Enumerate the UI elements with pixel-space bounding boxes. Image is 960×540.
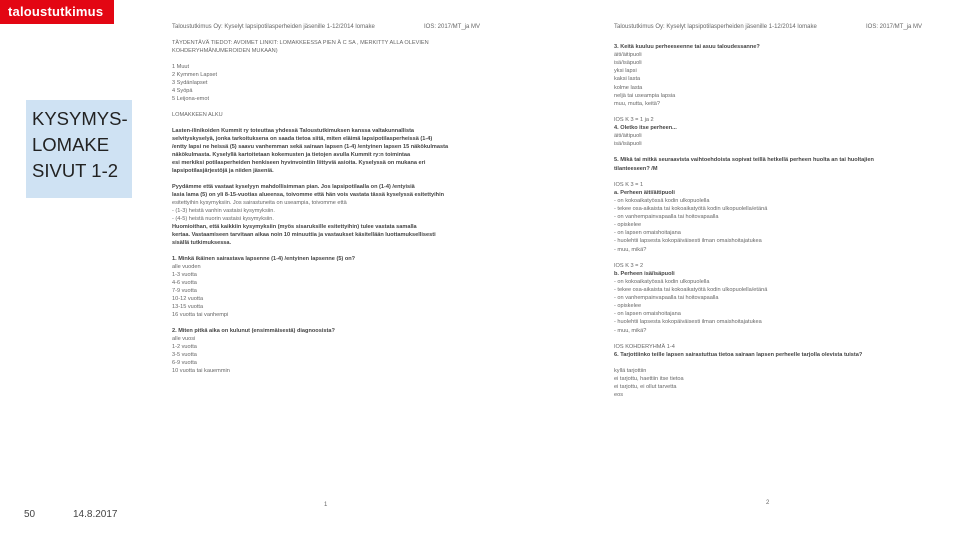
document-line: Pyydämme että vastaat kyselyyn mahdollisimman pian. Jos lapsipotilaalla on (1-4) /entyisiä (172, 184, 415, 190)
document-line: näkökulmasta. Kyselyllä kartoitetaan kokemusten ja tietojen avulla Kummit ry:n toimintaa (172, 152, 411, 158)
document-line: - on lapsen omaishoitajana (614, 230, 681, 237)
document-line: 1. Minkä ikäinen sairastava lapsenne (1-4) /entyinen lapsenne (5) on? (172, 256, 356, 262)
document-line: a. Perheen äiti/äitipuoli (614, 189, 675, 196)
document-line: neljä tai useampia lapsia (614, 92, 676, 99)
document-line: ei tarjottu, haettiin itse tietoa (614, 376, 684, 383)
document-line: - muu, mikä? (614, 246, 647, 253)
document-line: - on lapsen omaishoitajana (614, 311, 681, 318)
page-header-left: Taloustutkimus Oy: Kyselyt lapsipotilasperheiden jäsenille 1-12/2014 lomake (172, 24, 375, 30)
document-line: alle vuosi (172, 336, 196, 342)
document-line: sisällä tutkimuksessa. (172, 240, 232, 246)
document-line: 5. Mikä tai mitkä seuraavista vaihtoehdoista sopivat teillä hetkellä perheen huolta an tai huoltajien (614, 157, 874, 164)
slide-title-line: LOMAKE (32, 134, 110, 155)
document-line: KOHDERYHMÄNUMEROIDEN MUKAAN) (172, 48, 278, 54)
document-line: IOS K 3 = 2 (614, 262, 644, 269)
document-line: yksi lapsi (614, 68, 637, 75)
document-line: kolme lasta (614, 84, 643, 91)
document-line: 3 Sydänlapset (172, 80, 208, 86)
document-line: kaksi lasta (614, 76, 641, 83)
page-header-left: Taloustutkimus Oy: Kyselyt lapsipotilasperheiden jäsenille 1-12/2014 lomake (614, 24, 817, 30)
document-line: 4 Syöpä (172, 88, 193, 94)
document-line: lasia lama (5) on yli 8-15-vuotias alueensa, toivomme että hän vois vastata tässä kyselyssä esitettyihin (172, 192, 445, 198)
document-line: - (1-3) heistä vanhin vastaisi kysymyksiin. (172, 208, 275, 214)
document-line: - opiskelee (614, 222, 642, 229)
slide-date: 14.8.2017 (73, 509, 118, 520)
document-line: 6. Tarjottiinko teille lapsen sairastuttua tietoa sairaan lapsen perheelle tarjolla olevista tuista? (614, 351, 863, 358)
document-line: esi merkiksi potilasperheiden henkiseen hyvinvointiin liittyviä asioita. Kyselyssä on mukana eri (172, 160, 426, 166)
document-line: 10-12 vuotta (172, 296, 204, 302)
document-line: - on kokoaikatyössä kodin ulkopuolella (614, 197, 710, 204)
document-line: 6-9 vuotta (172, 360, 197, 366)
document-line: äiti/äitipuoli (614, 52, 642, 59)
questionnaire-page-1 (170, 22, 490, 512)
document-line: kertaa. Vastaamiseen tarvitaan aikaa noin 10 minuuttia ja vastaukset käsitellään luottamuksellisesti (172, 232, 436, 238)
document-line: 10 vuotta tai kauemmin (172, 368, 230, 374)
document-line: 1-3 vuotta (172, 272, 197, 278)
document-line: - on vanhempainvapaalla tai hoitovapaalla (614, 295, 719, 302)
page-number: 2 (766, 500, 770, 506)
document-line: LOMAKKEEN ALKU (172, 112, 223, 118)
document-line: Huomioithan, että kaikkiin kysymyksiin (myös sisaruksille esitettyihin) tulee vastata samalla (172, 224, 417, 230)
document-line: IOS K 3 = 1 ja 2 (614, 116, 654, 123)
slide-title-box (26, 100, 132, 198)
document-line: alle vuoden (172, 264, 201, 270)
document-line: isä/isäpuoli (614, 141, 642, 148)
document-line: IOS K 3 = 1 (614, 181, 644, 188)
document-line: 1-2 vuotta (172, 344, 197, 350)
page-header-right: IOS: 2017/MT_ja MV (866, 24, 923, 30)
document-line: 3-5 vuotta (172, 352, 197, 358)
document-line: äiti/äitipuoli (614, 133, 642, 140)
document-line: 13-15 vuotta (172, 304, 204, 310)
document-line: TÄYDENTÄVÄ TIEDOT: AVOIMET LINKIT: LOMAKKEESSA PIEN Ä C SA , MERKITTY ALLA OLEVIEN (172, 40, 429, 46)
document-line: 4. Oletko itse perheen... (614, 125, 677, 131)
document-line: lapsipotilasjärjestöjä ja niiden jäseniä. (172, 168, 274, 174)
document-line: IOS KOHDERYHMÄ 1-4 (614, 343, 675, 350)
document-line: 1 Muut (172, 64, 190, 70)
slide-number: 50 (24, 509, 36, 520)
document-line: isä/isäpuoli (614, 60, 642, 67)
document-line: - opiskelee (614, 303, 642, 310)
document-line: - huolehtii lapsesta kokopäiväisesti ilman omaishoitajatukea (614, 238, 762, 245)
document-line: eos (614, 392, 624, 399)
document-line: ei tarjottu, ei ollut tarvetta (614, 384, 677, 391)
document-line: b. Perheen isä/isäpuoli (614, 270, 675, 277)
document-line: tilanteeseen? /M (614, 165, 658, 172)
document-line: muu, mutta, keitä? (614, 100, 661, 107)
document-line: 2. Miten pitkä aika on kulunut (ensimmäisestä) diagnoosista? (172, 328, 335, 334)
slide-title-line: KYSYMYS- (32, 108, 128, 129)
document-line: esitettyihin kysymyksiin. Jos sairastuneita on useampia, toivomme että (172, 200, 347, 206)
page-number: 1 (324, 502, 328, 508)
document-line: 2 Kymmen Lapset (172, 72, 218, 78)
document-line: 4-6 vuotta (172, 280, 197, 286)
document-line: kyllä tarjottiin (614, 368, 647, 374)
document-line: /entty lapsi ne heissä (5) saavu vanhemman sekä sairaan lapsen (1-4) /entyinen lapsen 15 näkökulmasta (172, 144, 449, 150)
document-line: selvityskyselyä, jonka tarkoituksena on saada tietoa siitä, miten eläimä lapsipotilasperheissä (1-4) (172, 136, 433, 142)
document-line: - tekee osa-aikaista tai kokoaikatyötä kodin ulkopuolella/etänä (614, 206, 768, 212)
document-line: - on vanhempainvapaalla tai hoitovapaalla (614, 214, 719, 221)
document-line: - muu, mikä? (614, 327, 647, 334)
document-line: - tekee osa-aikaista tai kokoaikatyötä kodin ulkopuolella/etänä (614, 287, 768, 293)
slide-title-line: SIVUT 1-2 (32, 160, 119, 181)
document-line: 5 Leijona-emot (172, 96, 210, 102)
taloustutkimus-logo: taloustutkimus (0, 0, 114, 24)
page-header-right: IOS: 2017/MT_ja MV (424, 24, 481, 30)
document-line: 3. Keitä kuuluu perheeseenne tai asuu taloudessanne? (614, 44, 760, 50)
document-line: - (4-5) heistä nuorin vastaisi kysymyksiin. (172, 216, 274, 222)
questionnaire-page-2 (612, 22, 932, 512)
document-line: - huolehtii lapsesta kokopäiväisesti ilman omaishoitajatukea (614, 319, 762, 326)
document-line: - on kokoaikatyössä kodin ulkopuolella (614, 278, 710, 285)
document-line: 7-9 vuotta (172, 288, 197, 294)
document-line: Lasten-ilinikoiden Kummit ry toteuttaa yhdessä Taloustutkimuksen kanssa valtakunnallista (172, 128, 415, 134)
document-line: 16 vuotta tai vanhempi (172, 312, 229, 318)
